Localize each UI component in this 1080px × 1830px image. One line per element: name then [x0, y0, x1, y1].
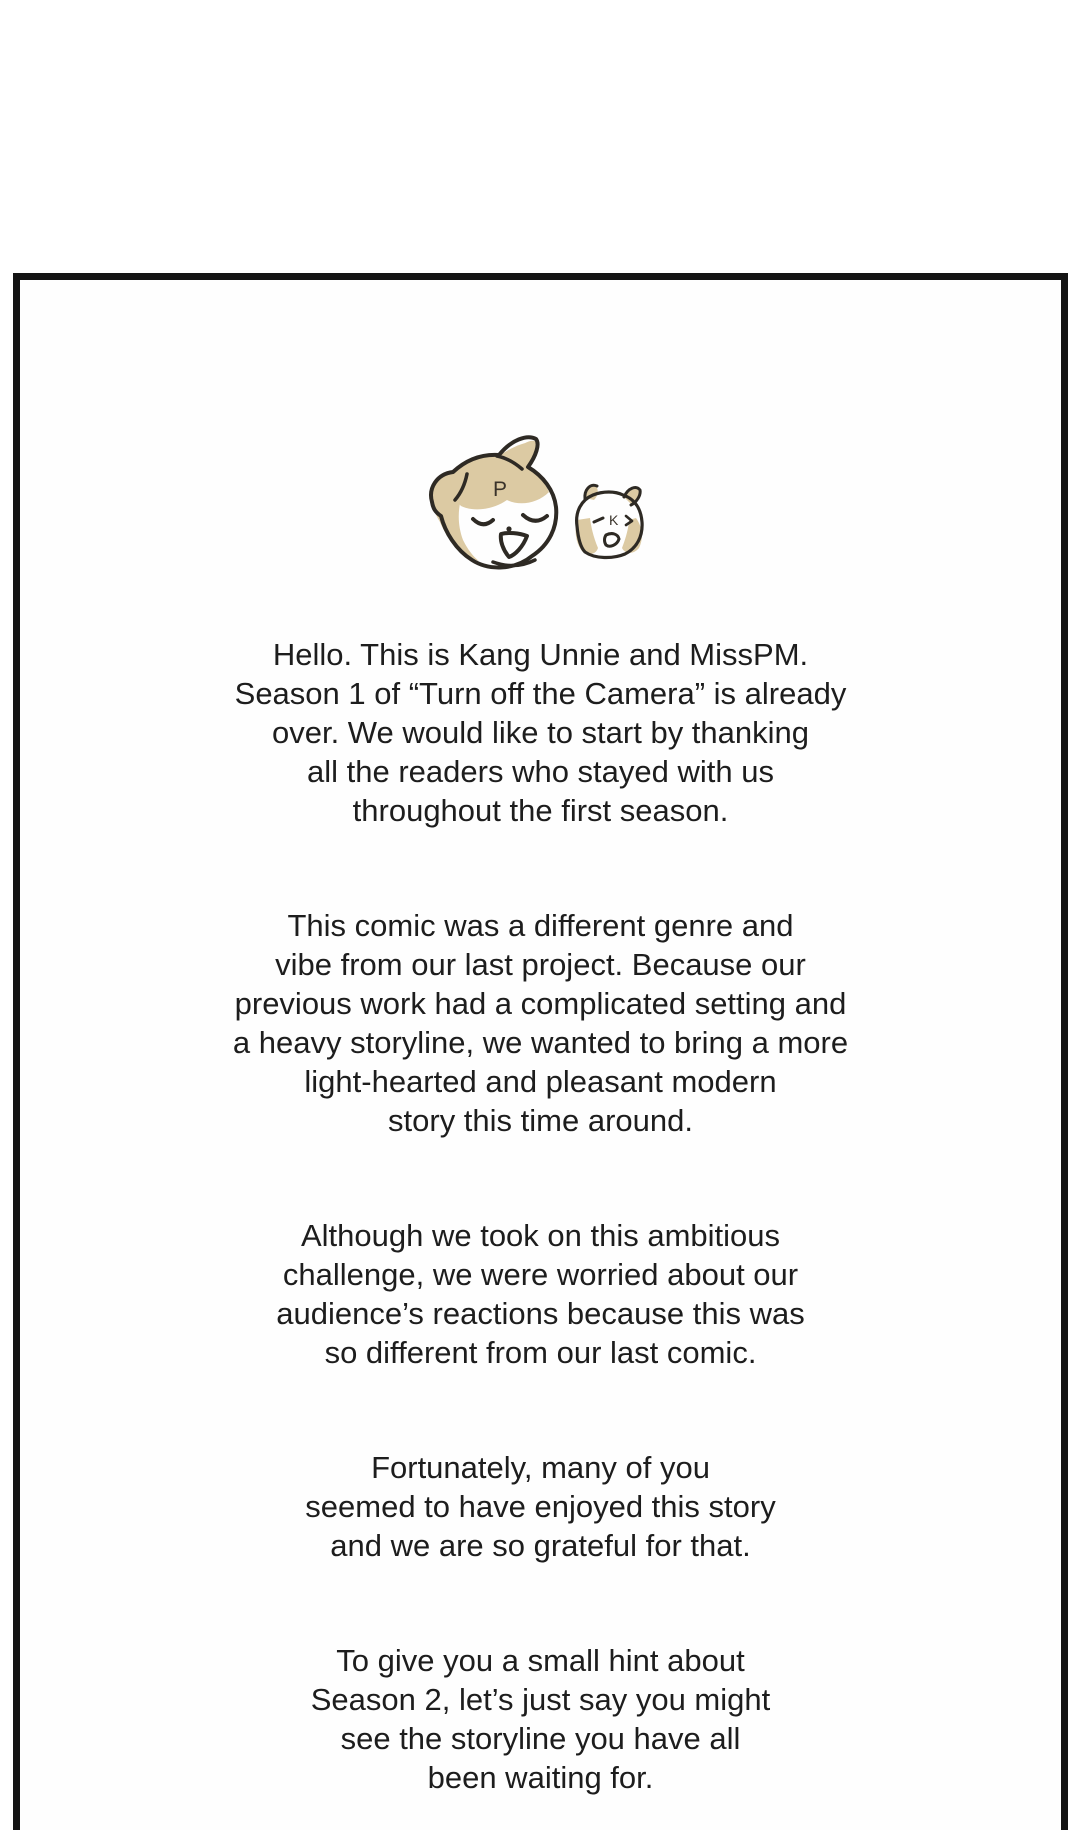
panel-frame [13, 273, 1068, 1830]
text-line: all the readers who stayed with us [307, 754, 774, 789]
big-cat-right-eye [523, 515, 547, 521]
big-cat-nose [506, 526, 511, 531]
author-note-paragraph-3 [20, 1216, 1061, 1372]
text-line: Season 1 of “Turn off the Camera” is already [234, 676, 847, 711]
author-note-paragraph-2 [20, 906, 1061, 1140]
author-note [20, 635, 1061, 1797]
text-line: seemed to have enjoyed this story [305, 1489, 776, 1524]
text-line: Season 2, let’s just say you might [310, 1682, 771, 1717]
small-cat-left-eye [594, 518, 603, 522]
panel-content [20, 428, 1061, 1797]
small-cat-mouth [604, 534, 619, 547]
text-line: so different from our last comic. [324, 1335, 757, 1370]
text-line: To give you a small hint about [336, 1643, 745, 1678]
text-line: a heavy storyline, we wanted to bring a more [232, 1025, 849, 1060]
text-line: vibe from our last project. Because our [275, 947, 806, 982]
text-line: light-hearted and pleasant modern [304, 1064, 777, 1099]
text-line: Although we took on this ambitious [300, 1218, 781, 1253]
small-cat [575, 485, 641, 557]
text-line: over. We would like to start by thanking [271, 715, 810, 750]
text-line: see the storyline you have all [340, 1721, 741, 1756]
text-line: Hello. This is Kang Unnie and MissPM. [272, 637, 809, 672]
text-line: challenge, we were worried about our [282, 1257, 799, 1292]
big-cat [431, 437, 556, 567]
text-line: been waiting for. [427, 1760, 654, 1795]
two-cats-doodle-illustration [423, 428, 659, 578]
big-cat-chin-line [493, 560, 535, 566]
author-note-paragraph-5 [20, 1641, 1061, 1797]
author-note-paragraph-4 [20, 1448, 1061, 1565]
text-line: story this time around. [388, 1103, 693, 1138]
text-line: throughout the first season. [352, 793, 729, 828]
text-line: and we are so grateful for that. [330, 1528, 751, 1563]
text-line: audience’s reactions because this was [276, 1296, 805, 1331]
text-line: This comic was a different genre and [287, 908, 794, 943]
small-cat-letter: K [608, 512, 618, 528]
big-cat-mouth [500, 533, 526, 557]
big-cat-letter: P [492, 478, 507, 501]
text-line: Fortunately, many of you [371, 1450, 710, 1485]
author-note-paragraph-1 [20, 635, 1061, 830]
text-line: previous work had a complicated setting and [234, 986, 847, 1021]
